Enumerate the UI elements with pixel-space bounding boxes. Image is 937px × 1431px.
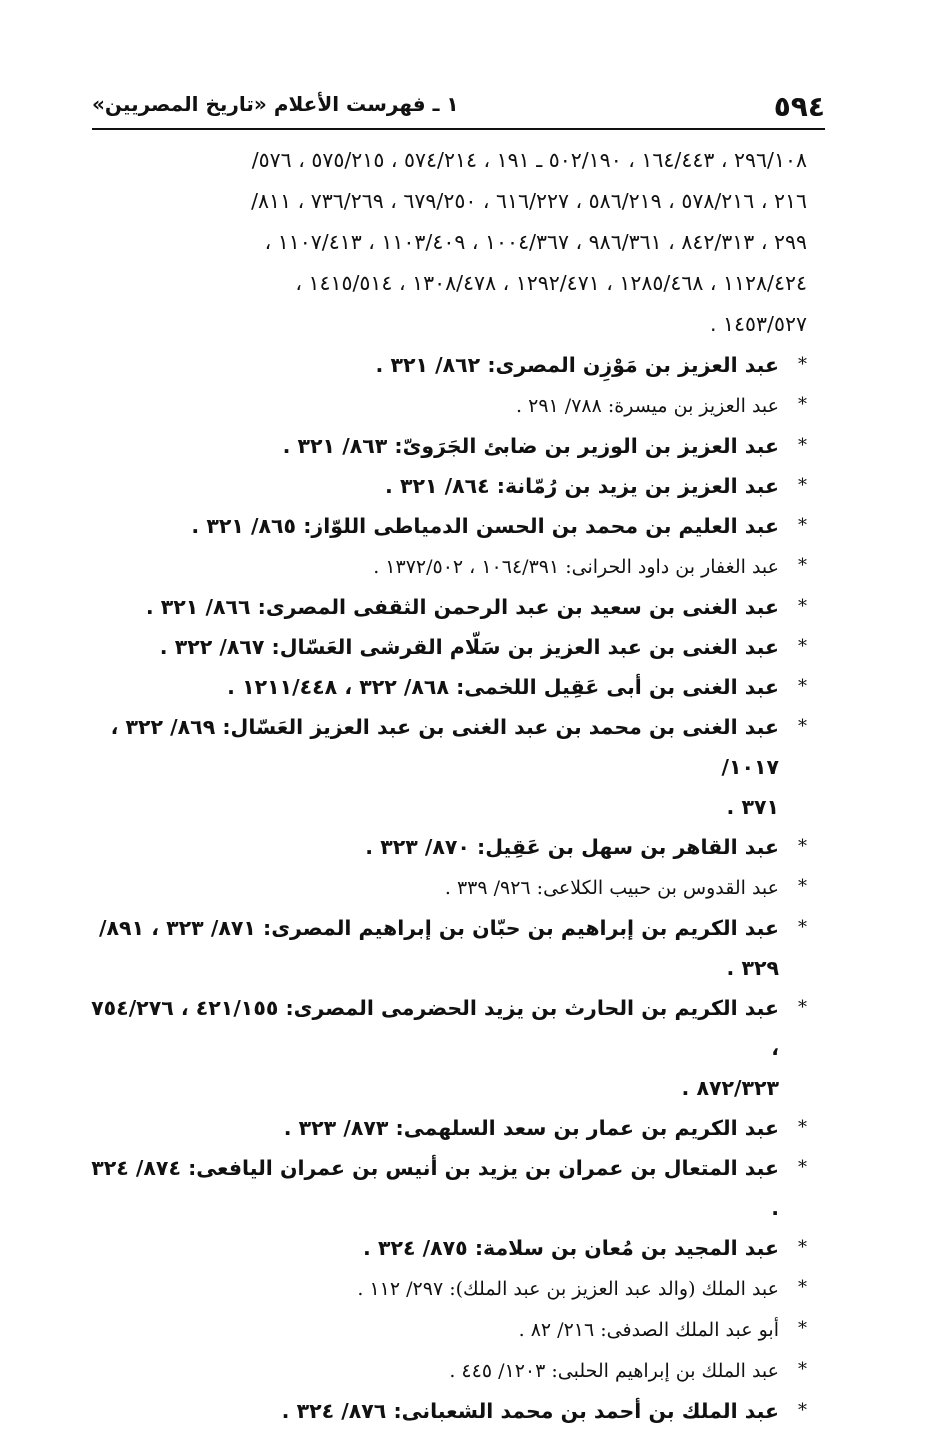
- asterisk-icon: *: [798, 1237, 807, 1258]
- entry-text: عبد القاهر بن سهل بن عَقِيل: ٨٧٠/ ٣٢٣ .: [365, 835, 779, 859]
- index-entry: [87, 506, 807, 546]
- index-entry: [87, 667, 807, 707]
- index-entry: [87, 546, 807, 587]
- index-entry: [87, 1228, 807, 1268]
- asterisk-icon: *: [798, 876, 807, 897]
- asterisk-icon: *: [798, 1117, 807, 1138]
- entry-text: عبد العزيز بن يزيد بن رُمّانة: ٨٦٤/ ٣٢١ .: [385, 474, 779, 498]
- page-number: ٥٩٤: [773, 90, 825, 123]
- asterisk-icon: *: [798, 676, 807, 697]
- entry-text: عبد الملك بن أحمد بن محمد الشعبانى: ٨٧٦/ ٣٢٤ .: [281, 1399, 779, 1423]
- entry-text: عبد الكريم بن الحارث بن يزيد الحضرمى المصرى: ٤٢١/١٥٥ ، ٧٥٤/٢٧٦ ،: [91, 996, 779, 1060]
- asterisk-icon: *: [798, 1400, 807, 1421]
- index-entry: [87, 627, 807, 667]
- index-entries: [87, 345, 807, 1431]
- entry-text: عبد العليم بن محمد بن الحسن الدمياطى اللوّاز: ٨٦٥/ ٣٢١ .: [191, 514, 779, 538]
- entry-text: عبد العزيز بن مَوْزِن المصرى: ٨٦٢/ ٣٢١ .: [375, 353, 779, 377]
- continuation-line: ٢١٦ ، ٥٧٨/٢١٦ ، ٥٨٦/٢١٩ ، ٦١٦/٢٢٧ ، ٦٧٩/٢٥٠ ، ٧٣٦/٢٦٩ ، ٨١١/: [251, 189, 807, 213]
- index-entry: [87, 385, 807, 426]
- continuation-line: ٢٩٩ ، ٨٤٢/٣١٣ ، ٩٨٦/٣٦١ ، ١٠٠٤/٣٦٧ ، ١١٠٣/٤٠٩ ، ١١٠٧/٤١٣ ،: [264, 230, 807, 254]
- running-title: ١ ـ فهرست الأعلام «تاريخ المصريين»: [92, 92, 459, 116]
- index-entry: [87, 1309, 807, 1350]
- asterisk-icon: *: [798, 1359, 807, 1380]
- index-entry: [87, 1148, 807, 1228]
- asterisk-icon: *: [798, 997, 807, 1018]
- asterisk-icon: *: [798, 354, 807, 375]
- header-rule: [92, 128, 825, 130]
- continuation-line: ١١٢٨/٤٢٤ ، ١٢٨٥/٤٦٨ ، ١٢٩٢/٤٧١ ، ١٣٠٨/٤٧٨ ، ١٤١٥/٥١٤ ،: [295, 271, 807, 295]
- entry-text: عبد الغنى بن أبى عَقِيل اللخمى: ٨٦٨/ ٣٢٢ ، ١٢١١/٤٤٨ .: [227, 675, 779, 699]
- asterisk-icon: *: [798, 515, 807, 536]
- index-entry: [87, 988, 807, 1108]
- entry-text: عبد القدوس بن حبيب الكلاعى: ٩٢٦/ ٣٣٩ .: [444, 877, 779, 899]
- index-entry: [87, 345, 807, 385]
- entry-text: عبد الكريم بن عمار بن سعد السلهمى: ٨٧٣/ ٣٢٣ .: [283, 1116, 779, 1140]
- continuation-block: [87, 140, 807, 345]
- entry-text: عبد المجيد بن مُعان بن سلامة: ٨٧٥/ ٣٢٤ .: [363, 1236, 779, 1260]
- asterisk-icon: *: [798, 435, 807, 456]
- entry-text: عبد الملك بن إبراهيم الحلبى: ١٢٠٣/ ٤٤٥ .: [449, 1360, 779, 1382]
- index-entry: [87, 587, 807, 627]
- index-entry: [87, 827, 807, 867]
- asterisk-icon: *: [798, 555, 807, 576]
- asterisk-icon: *: [798, 636, 807, 657]
- asterisk-icon: *: [798, 836, 807, 857]
- entry-text: عبد الكريم بن إبراهيم بن حبّان بن إبراهيم المصرى: ٨٧١/ ٣٢٣ ، ٨٩١/ ٣٢٩ .: [99, 916, 779, 980]
- continuation-line: ١٤٥٣/٥٢٧ .: [709, 312, 807, 336]
- index-entry: [87, 867, 807, 908]
- asterisk-icon: *: [798, 1318, 807, 1339]
- entry-text: عبد الملك (والد عبد العزيز بن عبد الملك): ٢٩٧/ ١١٢ .: [357, 1278, 779, 1300]
- continuation-line: ٢٩٦/١٠٨ ، ١٦٤/٤٤٣ ، ٥٠٢/١٩٠ ـ ١٩١ ، ٥٧٤/٢١٤ ، ٥٧٥/٢١٥ ، ٥٧٦/: [251, 148, 807, 172]
- asterisk-icon: *: [798, 596, 807, 617]
- entry-text: عبد الغنى بن سعيد بن عبد الرحمن الثقفى المصرى: ٨٦٦/ ٣٢١ .: [145, 595, 779, 619]
- asterisk-icon: *: [798, 394, 807, 415]
- entry-text: عبد الغنى بن محمد بن عبد الغنى بن عبد العزيز العَسّال: ٨٦٩/ ٣٢٢ ، ١٠١٧/: [110, 715, 779, 779]
- index-entry: [87, 1350, 807, 1391]
- entry-text: عبد العزيز بن ميسرة: ٧٨٨/ ٢٩١ .: [516, 395, 779, 417]
- index-entry: [87, 707, 807, 827]
- page-header: [92, 86, 825, 130]
- entry-text: عبد المتعال بن عمران بن يزيد بن أنيس بن عمران اليافعى: ٨٧٤/ ٣٢٤ .: [91, 1156, 779, 1220]
- index-content: [87, 140, 807, 1431]
- asterisk-icon: *: [798, 475, 807, 496]
- asterisk-icon: *: [798, 1157, 807, 1178]
- index-entry: [87, 1391, 807, 1431]
- index-entry: [87, 1108, 807, 1148]
- index-entry: [87, 908, 807, 988]
- asterisk-icon: *: [798, 917, 807, 938]
- index-entry: [87, 1268, 807, 1309]
- entry-text: عبد الغفار بن داود الحرانى: ١٠٦٤/٣٩١ ، ١٣٧٢/٥٠٢ .: [373, 556, 779, 578]
- entry-text: أبو عبد الملك الصدفى: ٢١٦/ ٨٢ .: [518, 1319, 779, 1341]
- entry-continuation: ٣٧١ .: [726, 795, 779, 819]
- entry-text: عبد الغنى بن عبد العزيز بن سَلّام القرشى العَسّال: ٨٦٧/ ٣٢٢ .: [159, 635, 779, 659]
- entry-continuation: ٨٧٢/٣٢٣ .: [681, 1076, 779, 1100]
- asterisk-icon: *: [798, 1277, 807, 1298]
- entry-text: عبد العزيز بن الوزير بن ضابئ الجَرَوىّ: ٨٦٣/ ٣٢١ .: [282, 434, 779, 458]
- asterisk-icon: *: [798, 716, 807, 737]
- index-entry: [87, 466, 807, 506]
- index-entry: [87, 426, 807, 466]
